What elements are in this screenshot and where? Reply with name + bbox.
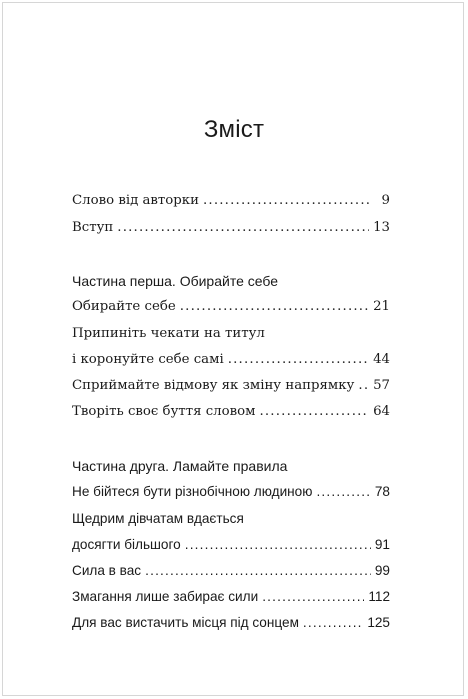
toc-entry-label: Вступ [72,220,114,235]
leader-dots [262,586,364,608]
toc-entry-versatile[interactable] [72,481,390,503]
leader-dots [117,217,369,239]
toc-entry-page: 125 [367,615,390,630]
toc-entry-crown-yourself[interactable] [72,349,390,371]
leader-dots [303,612,363,634]
toc-entry-page: 78 [374,484,390,499]
toc-entry-page: 13 [373,220,390,235]
toc-entry-label: Сила в вас [72,563,142,578]
toc-entry-place-under-sun[interactable] [72,612,390,634]
toc-entry-line1[interactable]: Щедрим дівчатам вдається [72,511,244,526]
leader-dots [316,481,370,503]
toc-entry-choose-yourself[interactable] [72,296,390,318]
toc-title: Зміст [203,116,265,143]
toc-entry-label: Творіть своє буття словом [72,404,256,419]
toc-entry-label: і коронуйте себе самі [72,352,224,367]
toc-entry-page: 44 [373,352,390,367]
toc-entry-page: 112 [368,589,390,604]
leader-dots [259,401,369,423]
toc-entry-competition[interactable] [72,586,390,608]
toc-entry-page: 99 [374,563,390,578]
toc-entry-page: 57 [373,378,390,393]
leader-dots [228,349,369,371]
leader-dots [185,534,371,556]
toc-entry-label: Сприймайте відмову як зміну напрямку [72,378,355,393]
toc-entry-label: Змагання лише забирає сили [72,589,259,604]
toc-entry-introduction[interactable] [72,217,390,239]
toc-entry-power-in-you[interactable] [72,560,390,582]
toc-entry-authors-word[interactable] [72,190,390,212]
toc-entry-label: Слово від авторки [72,193,199,208]
leader-dots [180,296,369,318]
leader-dots [145,560,371,582]
toc-entry-page: 21 [373,299,390,314]
toc-entry-label: Для вас вистачить місця під сонцем [72,615,299,630]
toc-entry-label: Не бійтеся бути різнобічною людиною [72,484,313,499]
part-heading-1: Частина перша. Обирайте себе [72,273,279,289]
toc-entry-line1[interactable]: Припиніть чекати на титул [72,326,265,341]
leader-dots [358,375,369,397]
toc-entry-generous-girls[interactable] [72,534,390,556]
toc-entry-page: 91 [374,537,390,552]
toc-entry-label: Обирайте себе [72,299,176,314]
toc-entry-create-being[interactable] [72,401,390,423]
toc-entry-page: 64 [373,404,390,419]
toc-entry-page: 9 [381,193,390,208]
part-heading-2: Частина друга. Ламайте правила [72,458,288,474]
toc-entry-label: досягти більшого [72,537,181,552]
toc-entry-rejection[interactable] [72,375,390,397]
leader-dots [203,190,372,212]
